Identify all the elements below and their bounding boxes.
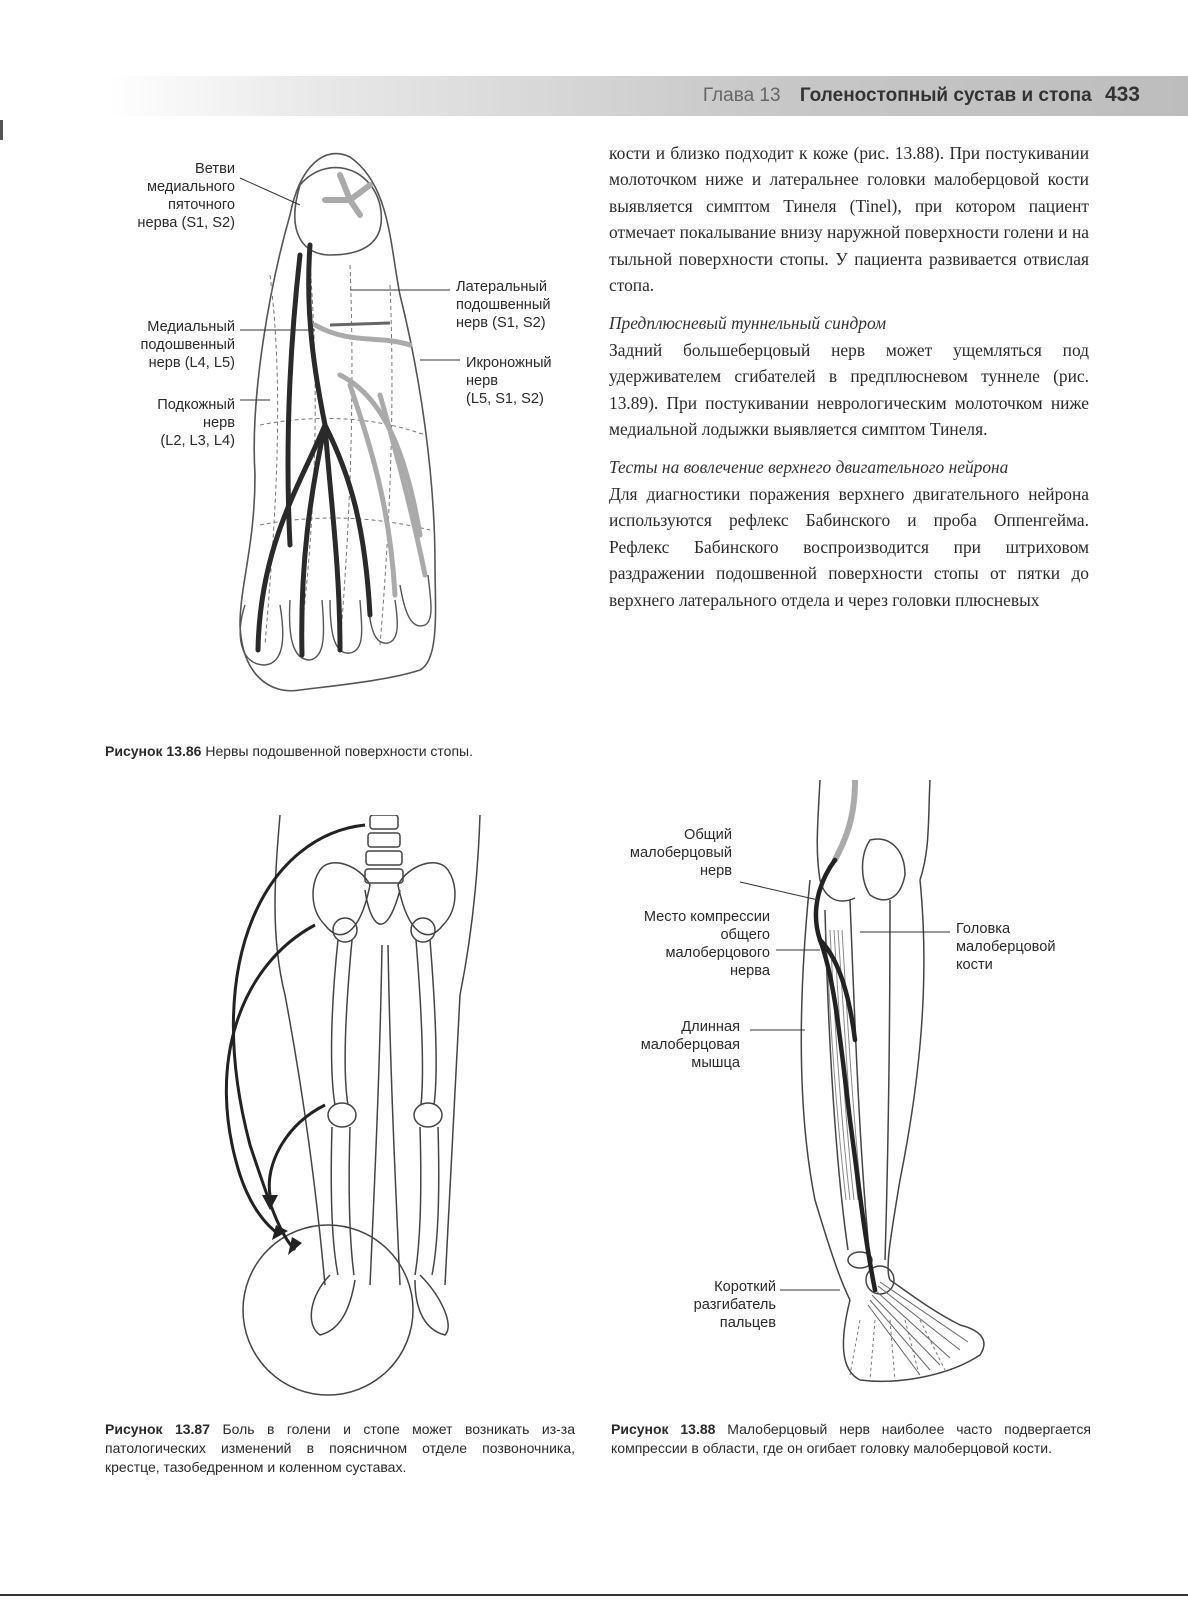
label-line: Общий [683, 827, 732, 843]
label-line: кости [956, 957, 993, 973]
label-medial-plantar-nerve [110, 318, 235, 372]
label-line: нерв (L4, L5) [148, 355, 235, 371]
label-line: нерв (S1, S2) [456, 315, 546, 331]
paragraph-2: Задний большеберцовый нерв может ущемляться под удерживателем сгибателей в предплюсневом туннеле (рис. 13.89). При постукивании неврологическим молоточком ниже медиальной лодыжки выявляется симптом Тинеля. [609, 339, 1089, 440]
subheading-tarsal-tunnel: Предплюсневый туннельный синдром [609, 313, 887, 334]
label-line: Латеральный [456, 279, 548, 295]
caption-number: Рисунок 13.87 [105, 1421, 210, 1437]
label-line: (L5, S1, S2) [466, 391, 544, 407]
figure-13-88-leader-lines [740, 870, 960, 1310]
label-line: Подкожный [157, 397, 235, 413]
chapter-title: Голеностопный сустав и стопа [799, 85, 1092, 106]
label-line: нерва (S1, S2) [137, 215, 235, 231]
running-header [703, 83, 1140, 107]
label-line: пяточного [167, 197, 235, 213]
label-line: нерв [466, 373, 499, 389]
subheading-umn-tests: Тесты на вовлечение верхнего двигательного нейрона [609, 457, 1009, 478]
paragraph-1: кости и близко подходит к коже (рис. 13.88). При постукивании молоточком ниже и латеральнее головки малоберцовой кости выявляется симптом Тинеля (Tinel), при котором пациент отмечает покалывание внизу наружной поверхности голени и на тыльной поверхности стопы. У пациента развивается отвислая стопа. [609, 143, 1089, 296]
label-line: малоберцовой [956, 939, 1056, 955]
label-line: малоберцового [665, 945, 770, 961]
label-sural-nerve [466, 354, 586, 408]
label-line: Место компрессии [643, 909, 770, 925]
figure-13-87-skeleton-illustration [210, 815, 500, 1405]
label-line: подошвенный [456, 297, 551, 313]
label-peroneus-longus [600, 1018, 740, 1072]
label-line: малоберцовый [629, 845, 732, 861]
label-line: медиального [146, 179, 235, 195]
figure-13-86-leader-lines [230, 160, 470, 460]
caption-text: Малоберцовый нерв наиболее часто подвергается компрессии в области, где он огибает головку малоберцовой кости. [611, 1421, 1091, 1456]
page-number: 433 [1104, 83, 1140, 106]
caption-text: Боль в голени и стопе может возникать из-за патологических изменений в поясничном отделе позвоночника, крестце, тазобедренном и коленном суставах. [105, 1421, 575, 1475]
page-edge-mark [0, 120, 3, 140]
label-line: нерва [730, 963, 770, 979]
label-line: пальцев [719, 1315, 776, 1331]
label-line: Длинная [681, 1019, 740, 1035]
label-line: разгибатель [693, 1297, 776, 1313]
label-line: (L2, L3, L4) [160, 433, 235, 449]
label-fibula-head [956, 920, 1086, 974]
label-line: малоберцовая [640, 1037, 740, 1053]
caption-13-87 [105, 1420, 575, 1477]
label-line: нерв [699, 863, 732, 879]
caption-13-88 [611, 1420, 1091, 1458]
label-common-peroneal-nerve [600, 826, 732, 880]
label-line: Икроножный [466, 355, 552, 371]
label-lateral-plantar-nerve [456, 278, 586, 332]
chapter-label: Глава 13 [702, 85, 781, 106]
label-line: подошвенный [140, 337, 235, 353]
label-line: нерв [202, 415, 235, 431]
label-saphenous-nerve [110, 396, 235, 450]
caption-13-86 [105, 742, 575, 761]
caption-number: Рисунок 13.88 [611, 1421, 716, 1437]
label-line: Ветви [195, 161, 235, 177]
caption-number: Рисунок 13.86 [105, 743, 202, 759]
label-calcaneal-branches [110, 160, 235, 232]
label-line: Медиальный [147, 319, 235, 335]
bottom-edge-rule [0, 1594, 1188, 1596]
label-line: Головка [956, 921, 1011, 937]
paragraph-3: Для диагностики поражения верхнего двигательного нейрона используются рефлекс Бабинского и проба Оппенгейма. Рефлекс Бабинского воспроизводится при штриховом раздражении подошвенной поверхности стопы от пятки до верхнего латерального отдела и через головки плюсневых [609, 483, 1089, 610]
body-text-column [609, 140, 1089, 613]
label-line: мышца [691, 1055, 740, 1071]
caption-text: Нервы подошвенной поверхности стопы. [205, 743, 473, 759]
label-line: Короткий [714, 1279, 776, 1295]
label-line: общего [720, 927, 770, 943]
